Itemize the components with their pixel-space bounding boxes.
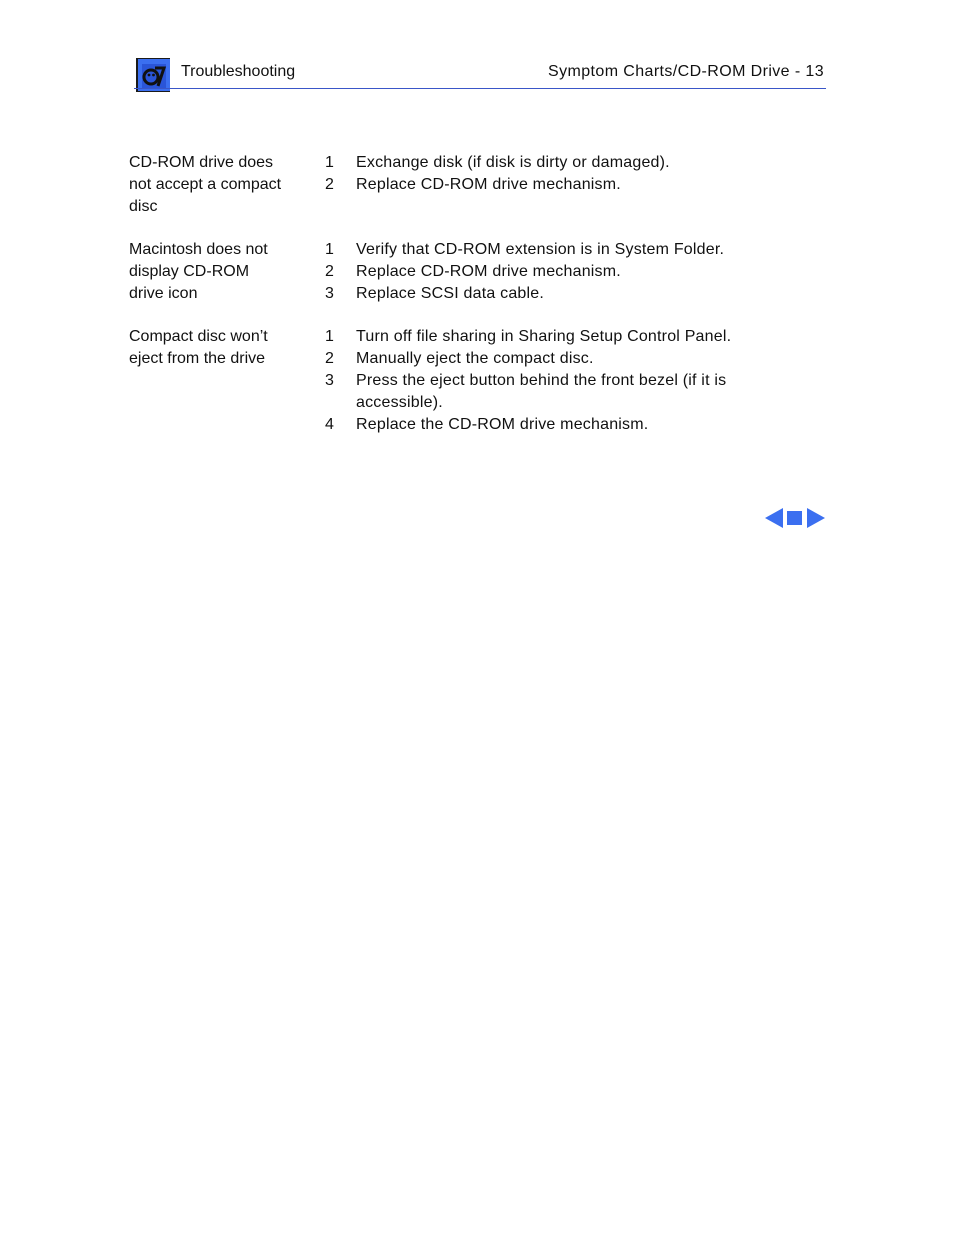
symptom-description: Compact disc won’t eject from the drive [129,328,268,367]
step-number: 2 [325,176,334,193]
square-stop-icon[interactable] [787,507,803,529]
step-text: Replace CD-ROM drive mechanism. [356,263,621,280]
solution-steps [325,152,809,218]
step-text: Replace CD-ROM drive mechanism. [356,176,621,193]
symptom-row [129,152,809,218]
step-text: Turn off file sharing in Sharing Setup Control Panel. [356,328,732,345]
page-header [134,56,826,90]
step-number: 3 [325,285,334,302]
step-number: 4 [325,416,334,433]
solution-step [325,261,809,283]
solution-step [325,370,809,414]
solution-step [325,283,809,305]
step-number: 2 [325,350,334,367]
step-number: 1 [325,241,334,258]
symptom-chart [129,152,809,457]
triangle-left-icon[interactable] [764,507,784,529]
page-reference: Symptom Charts/CD-ROM Drive - 13 [548,63,824,80]
section-title: Troubleshooting [181,63,296,80]
solution-step [325,174,809,196]
solution-step [325,152,809,174]
step-number: 3 [325,372,334,389]
step-number: 1 [325,154,334,171]
step-text: Replace SCSI data cable. [356,285,545,302]
solution-steps [325,326,809,436]
symptom-description: CD-ROM drive does not accept a compact disc [129,154,282,215]
triangle-right-icon[interactable] [806,507,826,529]
step-text: Replace the CD-ROM drive mechanism. [356,416,649,433]
solution-step [325,326,809,348]
solution-step [325,414,809,436]
symptom-row [129,239,809,305]
header-divider [134,88,826,89]
symptom-description: Macintosh does not display CD-ROM drive icon [129,241,268,302]
step-text: Manually eject the compact disc. [356,350,594,367]
page-navigation [764,507,826,529]
solution-step [325,239,809,261]
symptom-row [129,326,809,436]
step-number: 2 [325,263,334,280]
step-text: Exchange disk (if disk is dirty or damaged). [356,154,670,171]
solution-step [325,348,809,370]
step-text: Press the eject button behind the front bezel (if it is accessible). [356,372,727,411]
step-number: 1 [325,328,334,345]
step-text: Verify that CD-ROM extension is in System Folder. [356,241,725,258]
solution-steps [325,239,809,305]
